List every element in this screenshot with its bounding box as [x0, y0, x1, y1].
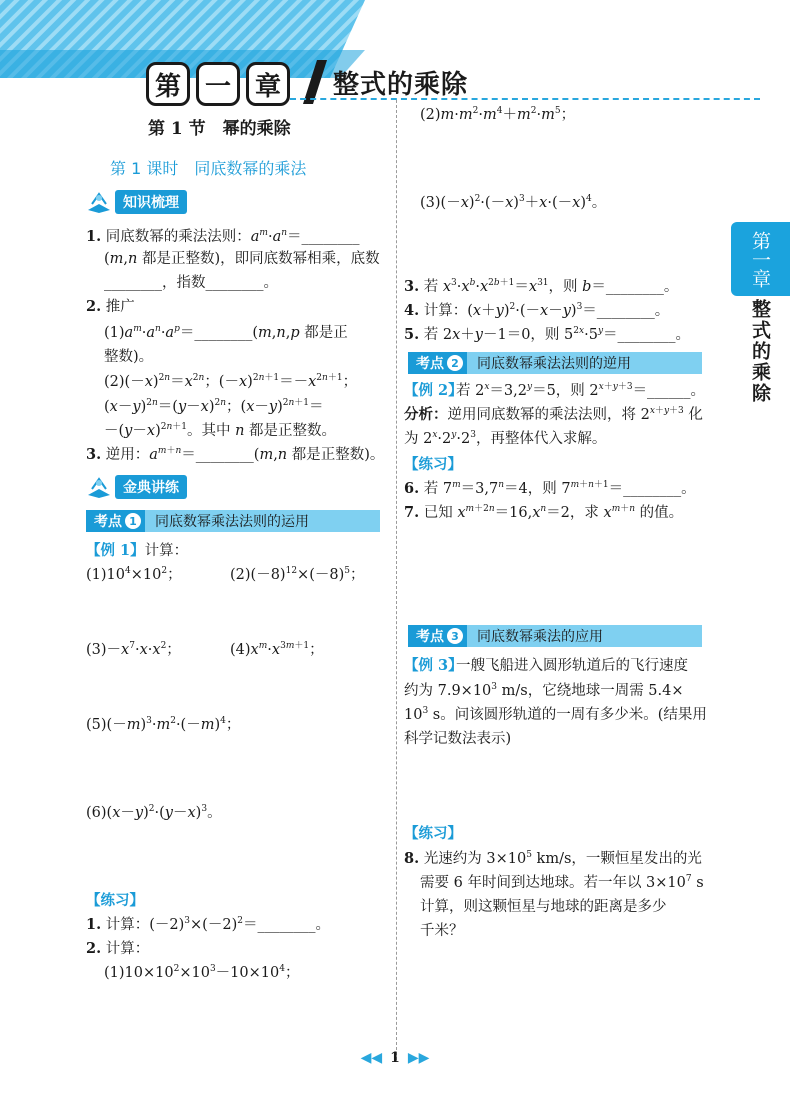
knowledge-line-8: $(x-y)^{2n}=(y-x)^{2n}$；$(x-y)^{2n+1}=$	[104, 398, 324, 415]
chapter-char-2: 一	[196, 62, 240, 106]
section-title: 第 1 节 幂的乘除	[148, 119, 291, 139]
knowledge-line-6: 整数)。	[104, 349, 154, 365]
example-1-item-4: $(4)x^m\cdot x^{3m+1}$；	[230, 641, 324, 658]
right-problem-2: $(3)(-x)^2\cdot(-x)^3+x\cdot(-x)^4$。	[420, 194, 607, 211]
example-3-line-4: 科学记数法表示)	[404, 731, 512, 747]
practice-heading-right-2: 【练习】	[404, 825, 462, 842]
chapter-char-1: 第	[146, 62, 190, 106]
left-practice-line-3: $(1)10\times 10^2\times 10^3-10\times 10^4$；	[104, 964, 300, 981]
left-practice-line-1: 1. 计算：$(-2)^3\times(-2)^2=\_\_\_\_\_\_\_\_$。	[86, 916, 330, 933]
chapter-char-3: 章	[246, 62, 290, 106]
kaodian-1-tag: 考点 1	[86, 510, 145, 532]
right-problem-1: $(2)m\cdot m^2\cdot m^4+m^2\cdot m^5$；	[420, 106, 576, 123]
knowledge-line-1: 1. 同底数幂的乘法法则：$a^m\cdot a^n=\_\_\_\_\_\_\_\_$	[86, 228, 360, 245]
right-problem-3: 3. 若 $x^3\cdot x^b\cdot x^{2b+1}=x^{31}$，则 b＝________。	[404, 278, 679, 295]
right-practice-line-1: 6. 若 $7^m=3,7^n=4$，则 $7^{m+n+1}=\_\_\_\_\_\_\_\_$。	[404, 480, 696, 497]
page-number: 1	[390, 1050, 400, 1066]
right-problem-4: 4. 计算：$(x+y)^2\cdot(-x-y)^3=\_\_\_\_\_\_\_\_$。	[404, 302, 670, 319]
left-practice-line-2: 2. 计算：	[86, 940, 150, 957]
side-tab-title: 整式的乘除	[749, 298, 771, 404]
kaodian-3-bar	[408, 625, 702, 647]
right-practice-line-2: 7. 已知 $x^{m+2n}=16,x^n=2$，求 $x^{m+n}$ 的值。	[404, 504, 684, 521]
kaodian-2-bar	[408, 352, 702, 374]
example-3-line-1: 一艘飞船进入圆形轨道后的飞行速度	[456, 658, 688, 674]
example-1-item-6: $(6)(x-y)^2\cdot(y-x)^3$。	[86, 804, 222, 821]
knowledge-line-9: $-(y-x)^{2n+1}$。其中 n 都是正整数。	[104, 422, 337, 439]
chapter-title: 整式的乘除	[333, 70, 469, 100]
example-1-heading: 【例 1】计算：	[86, 542, 189, 559]
next-page-icon[interactable]: ▶▶	[407, 1050, 430, 1066]
knowledge-line-5: $(1)a^m\cdot a^n\cdot a^p=\_\_\_\_\_\_\_\_(m,n,p$ 都是正	[104, 324, 348, 341]
right-practice2-line-3: 计算，则这颗恒星与地球的距离是多少	[420, 899, 667, 915]
knowledge-line-4: 2. 推广	[86, 298, 135, 315]
example-3-tag: 【例 3】	[404, 657, 463, 674]
example-3-line-3: $10^3$ s。问该圆形轨道的一周有多少米。(结果用	[404, 706, 707, 723]
knowledge-line-7: $(2)(-x)^{2n}=x^{2n}$；$(-x)^{2n+1}=-x^{2n+1}$；	[104, 373, 358, 390]
example-2-line-1: 若 $2^x=3,2^y=5$，则 $2^{x+y+3}=\_\_\_\_\_\_$。	[456, 382, 706, 399]
lesson-title: 第 1 课时 同底数幂的乘法	[110, 159, 307, 178]
knowledge-line-10: 3. 逆用：$a^{m+n}=\_\_\_\_\_\_\_\_(m,n$ 都是正整数)。	[86, 446, 385, 463]
example-1-item-3: $(3)-x^7\cdot x\cdot x^2$；	[86, 641, 181, 658]
book-icon	[86, 475, 112, 499]
prev-page-icon[interactable]: ◀◀	[360, 1050, 383, 1066]
example-2-line-3: 为 $2^x\cdot 2^y\cdot 2^3$，再整体代入求解。	[404, 430, 607, 447]
practice-heading-right: 【练习】	[404, 456, 462, 473]
page-navigation	[355, 1050, 435, 1066]
kaodian-3-tag: 考点 3	[408, 625, 467, 647]
kaodian-2-title: 同底数幂乘法法则的逆用	[467, 352, 702, 374]
kaodian-1-bar	[86, 510, 380, 532]
book-icon	[86, 190, 112, 214]
right-practice2-line-1: 8. 光速约为 $3\times 10^5$ km/s，一颗恒星发出的光	[404, 850, 702, 867]
knowledge-line-2: (m,n 都是正整数)，即同底数幂相乘，底数	[104, 251, 380, 267]
kaodian-3-title: 同底数幂乘法的应用	[467, 625, 702, 647]
practice-heading-left: 【练习】	[86, 892, 144, 909]
kaodian-1-title: 同底数幂乘法法则的运用	[145, 510, 380, 532]
right-problem-5: 5. 若 2x＋y－1＝0，则 $5^{2x}\cdot 5^y=\_\_\_\_\_\_\_\_$。	[404, 326, 691, 343]
kaodian-2-tag: 考点 2	[408, 352, 467, 374]
example-1-item-2: $(2)(-8)^{12}\times(-8)^5$；	[230, 566, 365, 583]
example-1-item-5: $(5)(-m)^3\cdot m^2\cdot(-m)^4$；	[86, 716, 241, 733]
header-divider	[290, 98, 760, 100]
example-2-line-2: 分析：逆用同底数幂的乘法法则，将 $2^{x+y+3}$ 化	[404, 406, 703, 423]
example-1-item-1: $(1)10^4\times 10^2$；	[86, 566, 182, 583]
column-divider	[396, 100, 397, 1060]
example-2-tag: 【例 2】	[404, 382, 463, 399]
practice-label: 金典讲练	[115, 475, 187, 499]
practice-badge	[86, 475, 187, 499]
right-practice2-line-2: 需要 6 年时间到达地球。若一年以 $3\times 10^7$ s	[420, 874, 704, 891]
knowledge-line-3: ________，指数________。	[104, 275, 278, 291]
right-practice2-line-4: 千米？	[420, 923, 464, 939]
knowledge-label: 知识梳理	[115, 190, 187, 214]
example-3-line-2: 约为 $7.9\times 10^3$ m/s，它绕地球一周需 5.4×	[404, 682, 684, 699]
knowledge-badge	[86, 190, 187, 214]
side-tab-chapter[interactable]: 第一章	[731, 222, 790, 296]
